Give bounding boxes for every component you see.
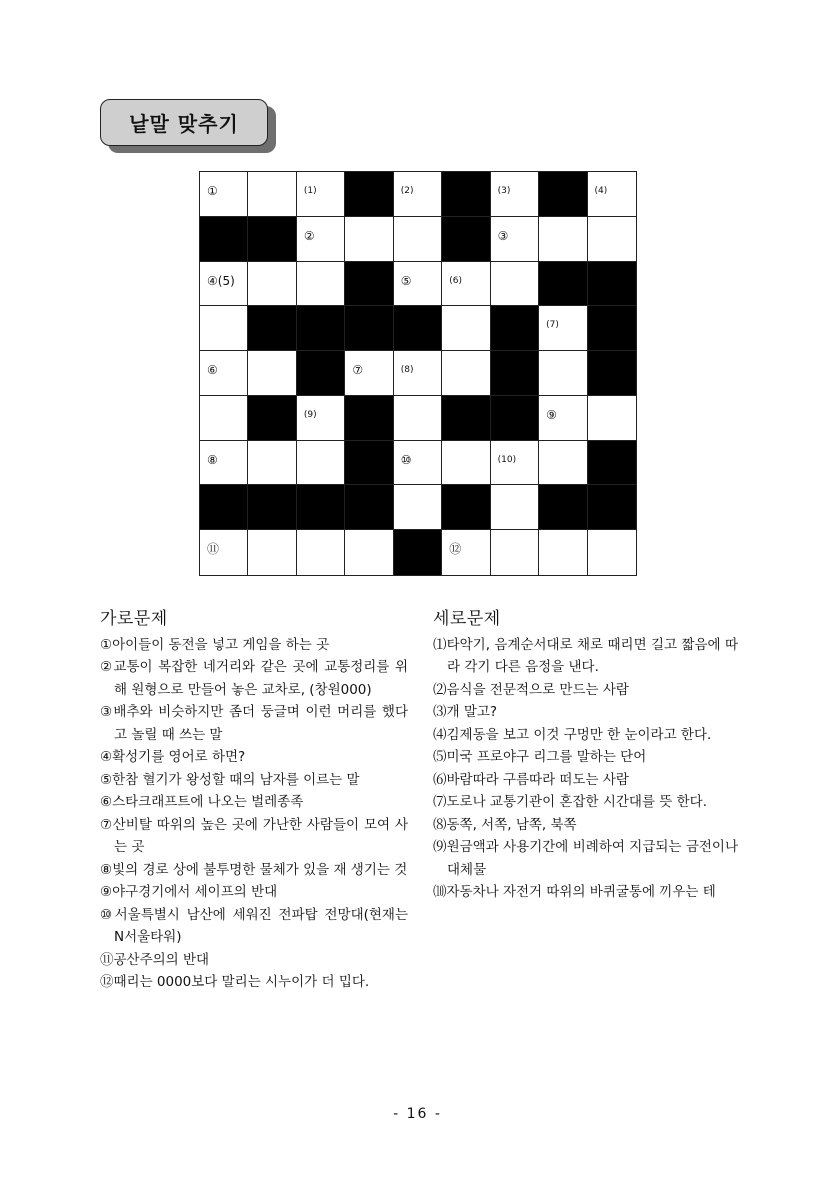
answer-cell[interactable]: [394, 485, 442, 530]
clue-number: ⑪: [207, 542, 220, 557]
across-heading: 가로문제: [100, 609, 168, 629]
across-clue: ②교통이 복잡한 네거리와 같은 곳에 교통정리를 위해 원형으로 만들어 놓은 교차로, (창원000): [100, 659, 408, 698]
black-cell: [200, 485, 248, 530]
black-cell: [588, 441, 636, 486]
clue-number: (4): [594, 186, 608, 196]
black-cell: [491, 351, 539, 396]
answer-cell[interactable]: [297, 396, 345, 441]
down-clue: ⑶개 말고?: [433, 704, 498, 720]
answer-cell[interactable]: [297, 262, 345, 307]
answer-cell[interactable]: [394, 262, 442, 307]
black-cell: [297, 485, 345, 530]
across-clue: ⑧빛의 경로 상에 불투명한 물체가 있을 재 생기는 것: [100, 861, 408, 878]
answer-cell[interactable]: [394, 217, 442, 262]
across-clue: ⑥스타크래프트에 나오는 벌레종족: [100, 794, 304, 810]
black-cell: [442, 172, 490, 217]
answer-cell[interactable]: [442, 262, 490, 307]
clue-number: (7): [546, 320, 559, 331]
answer-cell[interactable]: [442, 530, 490, 575]
black-cell: [248, 306, 296, 351]
black-cell: [442, 396, 490, 441]
answer-cell[interactable]: [345, 351, 393, 396]
answer-cell[interactable]: [248, 172, 296, 217]
black-cell: [297, 351, 345, 396]
answer-cell[interactable]: [539, 351, 587, 396]
answer-cell[interactable]: [297, 172, 345, 217]
down-clue: ⑻동쪽, 서쪽, 남쪽, 북쪽: [433, 816, 577, 833]
down-heading: 세로문제: [433, 609, 501, 629]
down-clue-list: [433, 634, 738, 904]
clue-number: ⑥: [207, 363, 218, 378]
black-cell: [588, 306, 636, 351]
black-cell: [200, 217, 248, 262]
answer-cell[interactable]: [200, 530, 248, 575]
black-cell: [345, 396, 393, 441]
page-number: - 16 -: [393, 1106, 442, 1122]
answer-cell[interactable]: [297, 217, 345, 262]
answer-cell[interactable]: [394, 172, 442, 217]
answer-cell[interactable]: [491, 441, 539, 486]
answer-cell[interactable]: [248, 351, 296, 396]
answer-cell[interactable]: [442, 441, 490, 486]
black-cell: [394, 306, 442, 351]
clue-number: (10): [497, 454, 517, 465]
clue-number: ⑫: [449, 542, 462, 557]
across-clue: ⑪공산주의의 반대: [100, 951, 210, 968]
clue-number: (6): [449, 275, 462, 286]
across-clue: ④확성기를 영어로 하면?: [100, 749, 246, 765]
clue-number: (8): [400, 365, 414, 376]
crossword-grid: [199, 171, 637, 576]
answer-cell[interactable]: [539, 306, 587, 351]
answer-cell[interactable]: [345, 530, 393, 575]
answer-cell[interactable]: [200, 396, 248, 441]
across-clue: ③배추와 비슷하지만 좀더 둥글며 이런 머리를 했다고 놀릴 때 쓰는 말: [100, 704, 408, 743]
clue-number: ①: [207, 184, 218, 198]
black-cell: [442, 485, 490, 530]
clue-number: (1): [303, 186, 317, 196]
answer-cell[interactable]: [491, 217, 539, 262]
black-cell: [588, 351, 636, 396]
answer-cell[interactable]: [588, 172, 636, 217]
answer-cell[interactable]: [200, 262, 248, 307]
answer-cell[interactable]: [297, 530, 345, 575]
answer-cell[interactable]: [442, 351, 490, 396]
down-clue: ⑺도로나 교통기관이 혼잡한 시간대를 뜻 한다.: [433, 794, 707, 810]
black-cell: [345, 485, 393, 530]
black-cell: [248, 217, 296, 262]
answer-cell[interactable]: [200, 306, 248, 351]
answer-cell[interactable]: [248, 530, 296, 575]
down-clue: ⑷김제동을 보고 이것 구멍만 한 눈이라고 한다.: [433, 726, 712, 743]
black-cell: [345, 441, 393, 486]
answer-cell[interactable]: [394, 351, 442, 396]
down-clue: ⑸미국 프로야구 리그를 말하는 단어: [433, 749, 647, 765]
across-clue: ⑫때리는 0000보다 말리는 시누이가 더 밉다.: [100, 974, 370, 990]
answer-cell[interactable]: [539, 441, 587, 486]
answer-cell[interactable]: [539, 396, 587, 441]
clue-number: ⑧: [207, 452, 218, 467]
down-clue: ⑵음식을 전문적으로 만드는 사람: [433, 681, 629, 698]
black-cell: [394, 530, 442, 575]
answer-cell[interactable]: [491, 262, 539, 307]
answer-cell[interactable]: [491, 172, 539, 217]
down-clues: [433, 608, 738, 904]
black-cell: [442, 217, 490, 262]
down-clue: ⑽자동차나 자전거 따위의 바퀴굴통에 끼우는 테: [433, 884, 716, 900]
black-cell: [248, 396, 296, 441]
black-cell: [345, 172, 393, 217]
black-cell: [588, 485, 636, 530]
across-clue-list: [100, 634, 408, 994]
answer-cell[interactable]: [345, 217, 393, 262]
black-cell: [588, 262, 636, 307]
answer-cell[interactable]: [588, 530, 636, 575]
answer-cell[interactable]: [491, 485, 539, 530]
clue-number: (2): [400, 186, 414, 196]
page-title: 낱말 맞추기: [100, 99, 268, 146]
black-cell: [491, 306, 539, 351]
clue-number: ③: [497, 228, 509, 243]
answer-cell[interactable]: [248, 262, 296, 307]
black-cell: [345, 262, 393, 307]
clue-number: (9): [303, 409, 317, 420]
black-cell: [248, 485, 296, 530]
black-cell: [539, 172, 587, 217]
answer-cell[interactable]: [588, 396, 636, 441]
across-clue: ⑤한참 혈기가 왕성할 때의 남자를 이르는 말: [100, 771, 360, 788]
clue-number: ⑤: [400, 273, 412, 288]
answer-cell[interactable]: [297, 441, 345, 486]
answer-cell[interactable]: [588, 217, 636, 262]
answer-cell[interactable]: [200, 172, 248, 217]
across-clue: ⑨야구경기에서 세이프의 반대: [100, 884, 278, 900]
across-clue: ⑩서울특별시 남산에 세워진 전파탑 전망대(현재는 N서울타워): [100, 906, 408, 945]
black-cell: [297, 306, 345, 351]
answer-cell[interactable]: [442, 306, 490, 351]
down-clue: ⑼원금액과 사용기간에 비례하여 지급되는 금전이나 대체물: [433, 839, 738, 878]
black-cell: [491, 396, 539, 441]
black-cell: [539, 485, 587, 530]
answer-cell[interactable]: [248, 441, 296, 486]
clue-number: ②: [303, 228, 315, 243]
down-clue: ⑹바람따라 구름따라 떠도는 사람: [433, 771, 629, 788]
answer-cell[interactable]: [394, 396, 442, 441]
black-cell: [539, 262, 587, 307]
answer-cell[interactable]: [200, 351, 248, 396]
answer-cell[interactable]: [200, 441, 248, 486]
down-clue: ⑴타악기, 음계순서대로 채로 때리면 길고 짧음에 따라 각기 다른 음정을 낸다.: [433, 636, 738, 675]
clue-number: ⑦: [352, 363, 364, 378]
black-cell: [345, 306, 393, 351]
across-clue: ①아이들이 동전을 넣고 게임을 하는 곳: [100, 636, 330, 653]
answer-cell[interactable]: [539, 217, 587, 262]
answer-cell[interactable]: [491, 530, 539, 575]
clue-number: ⑨: [546, 407, 557, 422]
across-clues: [100, 608, 408, 994]
clue-number: (3): [497, 186, 511, 196]
answer-cell[interactable]: [394, 441, 442, 486]
clue-number: ⑩: [400, 452, 412, 467]
answer-cell[interactable]: [539, 530, 587, 575]
clue-number: ④(5): [207, 273, 235, 288]
across-clue: ⑦산비탈 따위의 높은 곳에 가난한 사람들이 모여 사는 곳: [100, 816, 408, 855]
